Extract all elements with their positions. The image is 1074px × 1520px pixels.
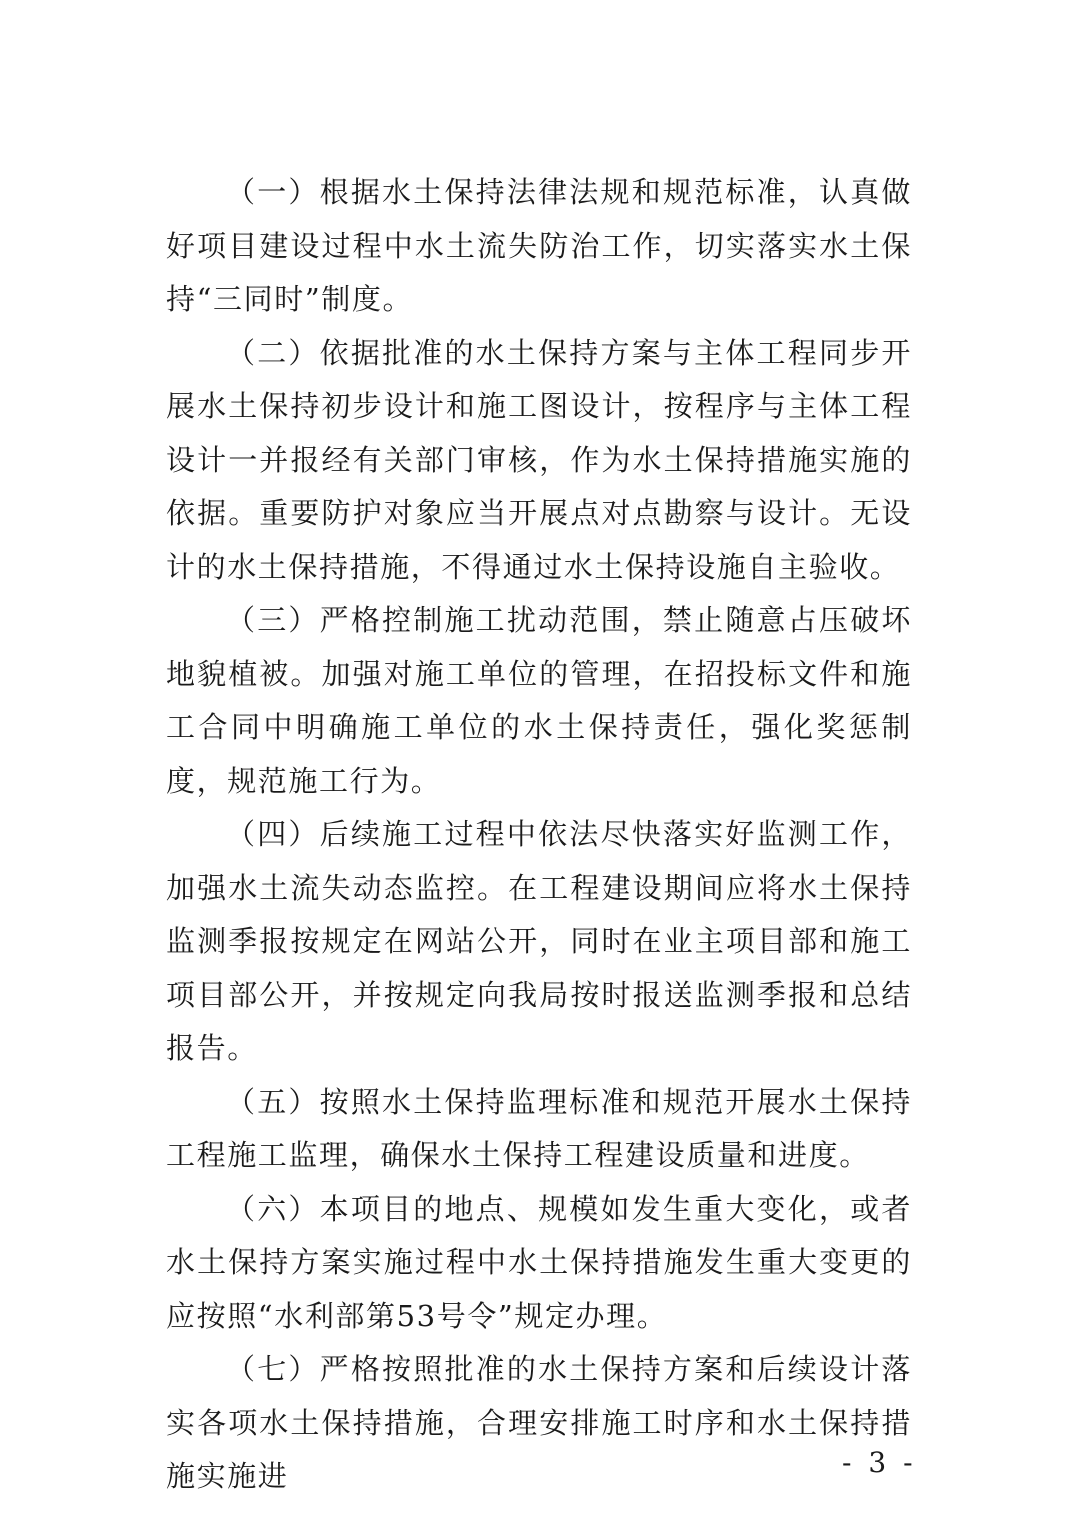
paragraph-7: （七）严格按照批准的水土保持方案和后续设计落实各项水土保持措施，合理安排施工时序和水土保持措施实施进 bbox=[166, 1352, 912, 1493]
paragraph-1: （一）根据水土保持法律法规和规范标准，认真做好项目建设过程中水土流失防治工作，切实落实水土保持“三同时”制度。 bbox=[166, 175, 912, 316]
paragraph-2: （二）依据批准的水土保持方案与主体工程同步开展水土保持初步设计和施工图设计，按程序与主体工程设计一并报经有关部门审核，作为水土保持措施实施的依据。重要防护对象应当开展点对点勘察与设计。无设计的水土保持措施，不得通过水土保持设施自主验收。 bbox=[166, 335, 912, 584]
paragraph-5: （五）按照水土保持监理标准和规范开展水土保持工程施工监理，确保水土保持工程建设质量和进度。 bbox=[166, 1084, 912, 1172]
paragraph-4: （四）后续施工过程中依法尽快落实好监测工作，加强水土流失动态监控。在工程建设期间应将水土保持监测季报按规定在网站公开，同时在业主项目部和施工项目部公开，并按规定向我局按时报送监测季报和总结报告。 bbox=[166, 817, 912, 1065]
document-body bbox=[166, 166, 912, 1504]
page-number: - 3 - bbox=[842, 1446, 917, 1479]
paragraph-3: （三）严格控制施工扰动范围，禁止随意占压破坏地貌植被。加强对施工单位的管理，在招投标文件和施工合同中明确施工单位的水土保持责任，强化奖惩制度，规范施工行为。 bbox=[166, 603, 912, 798]
paragraph-6: （六）本项目的地点、规模如发生重大变化，或者水土保持方案实施过程中水土保持措施发生重大变更的应按照“水利部第53号令”规定办理。 bbox=[166, 1191, 912, 1333]
